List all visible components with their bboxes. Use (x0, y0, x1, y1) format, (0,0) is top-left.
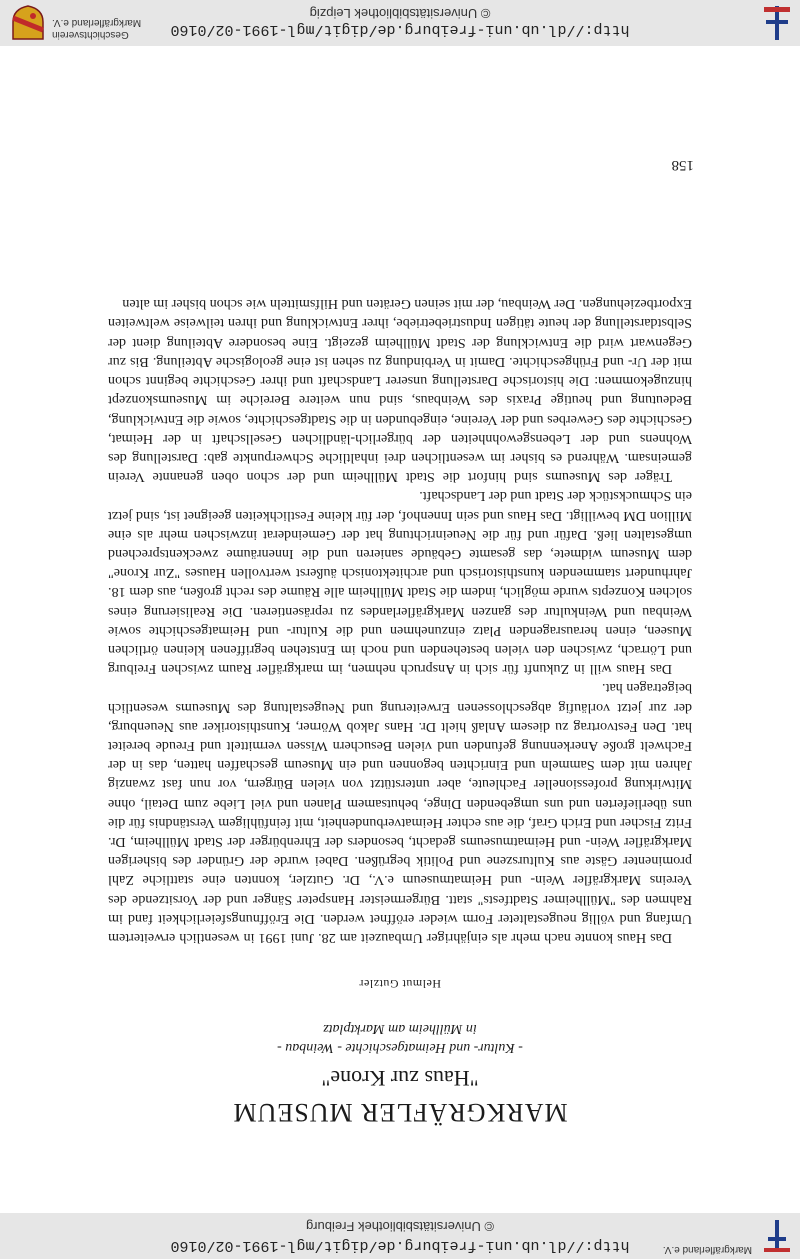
society-name-block: Geschichtsverein Markgräflerland e.V. (52, 17, 142, 40)
copyright-notice-leipzig: © Universitätsbibliothek Leipzig (309, 6, 491, 21)
article-body (108, 294, 692, 947)
footer-bar (0, 1213, 800, 1259)
society-crest-icon (10, 4, 46, 42)
page-number: 158 (671, 157, 694, 173)
body-paragraph: Träger des Museums sind hinfort die Stadt Müllheim und der schon oben genannte Verein gemeinsam. Während es bisher im wesentlichen drei inhaltliche Schwerpunkte gab: Darstellung des Wohnens und der Lebensgewohnheiten der bürgerlich-ländlichen Gesellschaft in der Heimat, Geschichte des Gewerbes und der Vereine, eingebunden in die Stadtgeschichte, sowie die Entwicklung, Bedeutung und heutige Praxis des Weinbaus, sind nun weitere Bereiche im Museumskonzept hinzugekommen: Die historische Darstellung unserer Landschaft und ihrer Geschichte beginnt schon mit der Ur- und Frühgeschichte. Damit in Verbindung zu sehen ist eine geologische Abteilung. Bis zur Gegenwart wird die Entwicklung der Stadt Müllheim gezeigt. Eine besondere Abteilung dient der Selbstdarstellung der heute tätigen Industriebetriebe, ihrer Entwicklung und ihren teilweise weltweiten Exportbeziehungen. Der Weinbau, der mit seinen Geräten und Hilfsmitteln wie schon bisher im alten (108, 296, 692, 486)
article-title: MARKGRÄFLER MUSEUM (232, 1098, 568, 1127)
page-url[interactable]: http://dl.ub.uni-freiburg.de/digit/mgl-1991-02/0160 (170, 1237, 630, 1254)
copyright-notice: © Universitätsbibliothek Freiburg (305, 1219, 495, 1234)
header-bar (0, 0, 800, 46)
article-subtitle-main: "Haus zur Krone" (321, 1066, 479, 1091)
article-subtitle: - Kultur- und Heimatgeschichte - Weinbau - in Müllheim am Marktplatz (277, 1021, 523, 1055)
society-name: Markgräflerland e.V. (662, 1244, 752, 1255)
body-paragraph: Das Haus konnte nach mehr als einjähriger Umbauzeit am 28. Juni 1991 in wesentlich erweitertem Umfang und völlig neugestalteter Form wieder eröffnet werden. Die Eröffnungsfeierlichkeit fand im Rahmen des "Müllheimer Stadtfests" statt. Bürgermeister Hanspeter Sänger und der Vorsitzende des Vereins Markgräfler Wein- und Heimatmuseum e.V., Dr. Gutzler, konnten eine stattliche Zahl prominenter Gäste aus Kulturszene und Politik begrüßen. Dabei wurde der Gründer des bisherigen Markgräfler Wein- und Heimatmuseums gedacht, besonders der Ehrenbürger der Stadt Müllheim, Dr. Fritz Fischer und Erich Graf, die aus echter Heimatverbundenheit, mit feinfühligem Verständnis für die uns überlieferten und uns umgebenden Dinge, behutsamem Planen und viel Liebe zum Detail, ohne Mitwirkung professioneller Fachleute, aber unterstützt von vielen Bürgern, vor nun fast zwanzig Jahren mit dem Sammeln und Einrichten begonnen und ein Museum geschaffen hatten, das in der Fachwelt große Anerkennung gefunden und vielen Besuchern Wissen vermittelt und Freude bereitet hat. Den Festvortrag zu diesem Anlaß hielt Dr. Hans Jakob Wörner, Kunsthistoriker aus Neuenburg, der zur jetzt vorläufig abgeschlossenen Erweiterung und Neugestaltung des Museums wesentlich beigetragen hat. (108, 680, 692, 946)
article-author: Helmut Gutzler (359, 977, 441, 991)
body-paragraph: Das Haus will in Zukunft für sich in Anspruch nehmen, im markgräfler Raum zwischen Freiburg und Lörrach, zwischen den vielen bestehenden und noch im Entstehen begriffenen kleinen örtlichen Museen, einen herausragenden Platz einzunehmen und die Kultur- und Heimatgeschichte sowie Weinbau und Weinkultur des ganzen Markgräflerlandes zu repräsentieren. Die Realisierung eines solchen Konzepts wurde möglich, indem die Stadt Müllheim alle Räume des recht großen, aus dem 18. Jahrhundert stammenden kunsthistorisch und architektonisch äußerst wertvollen Hauses "Zur Krone" dem Museum widmete, das gesamte Gebäude sanieren und die Innenräume zweckentsprechend umgestalten ließ. Dafür und für die Neueinrichtung hat der Gemeinderat inzwischen mehr als eine Million DM bewilligt. Das Haus und sein Innenhof, der für kleine Festlichkeiten geeignet ist, sind jetzt ein Schmuckstück der Stadt und der Landschaft. (108, 488, 692, 678)
page-url-leipzig[interactable]: http://dl.ub.uni-freiburg.de/digit/mgl-1991-02/0160 (170, 21, 630, 38)
